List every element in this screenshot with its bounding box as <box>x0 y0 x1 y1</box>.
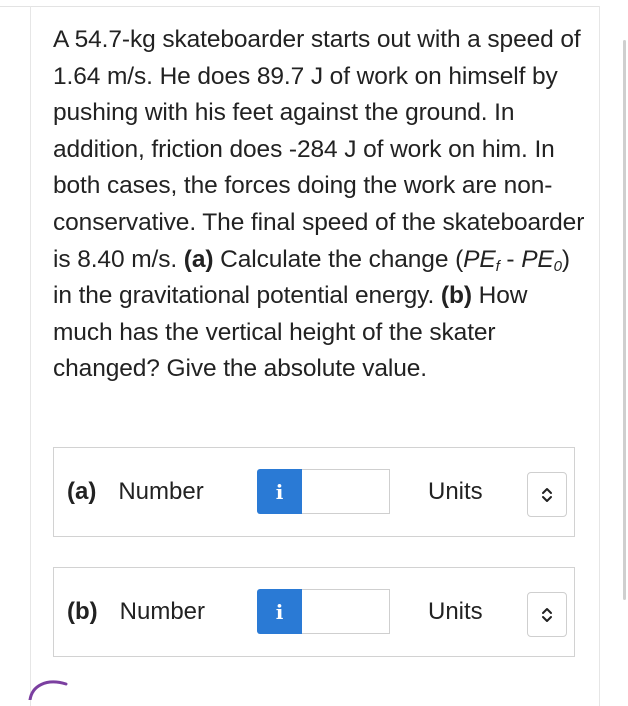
units-label-b: Units <box>428 598 483 625</box>
problem-text-intro: A 54.7-kg skateboarder starts out with a speed of 1.64 m/s. He does 89.7 J of work on himself by pushing with his feet against the ground. In addition, friction does -284 J of work on him. In both cases, the forces doing the work are non-conservative. The final speed of the skateboarder is 8.40 m/s. <box>53 26 585 273</box>
number-label: Number <box>119 598 206 625</box>
problem-text-part-a: Calculate the change $(PE_f - PE_0)$ in the gravitational potential energy. <box>53 245 570 310</box>
part-label: (a) <box>67 478 97 505</box>
problem-text-part-b: How much has the vertical height of the skater changed? Give the absolute value. <box>53 282 528 383</box>
info-icon[interactable]: i <box>257 469 302 514</box>
number-input-b[interactable] <box>302 589 390 634</box>
problem-statement <box>53 22 588 388</box>
part-b-tag: (b) <box>440 282 472 310</box>
answer-label-b <box>67 598 205 626</box>
units-label-a: Units <box>428 478 483 505</box>
part-label: (b) <box>67 598 98 625</box>
units-select-b[interactable] <box>527 592 567 637</box>
units-select-a[interactable] <box>527 472 567 517</box>
scrollbar-thumb[interactable] <box>623 40 626 600</box>
up-down-chevron-icon <box>541 607 553 623</box>
answer-row-a <box>53 447 575 537</box>
answer-label-a <box>67 478 204 506</box>
scrollbar[interactable] <box>622 0 628 700</box>
number-label: Number <box>118 478 204 505</box>
answer-row-b <box>53 567 575 657</box>
info-icon[interactable]: i <box>257 589 302 634</box>
up-down-chevron-icon <box>541 487 553 503</box>
number-input-a[interactable] <box>302 469 390 514</box>
part-a-tag: (a) <box>183 245 214 273</box>
handwritten-mark <box>22 672 82 700</box>
